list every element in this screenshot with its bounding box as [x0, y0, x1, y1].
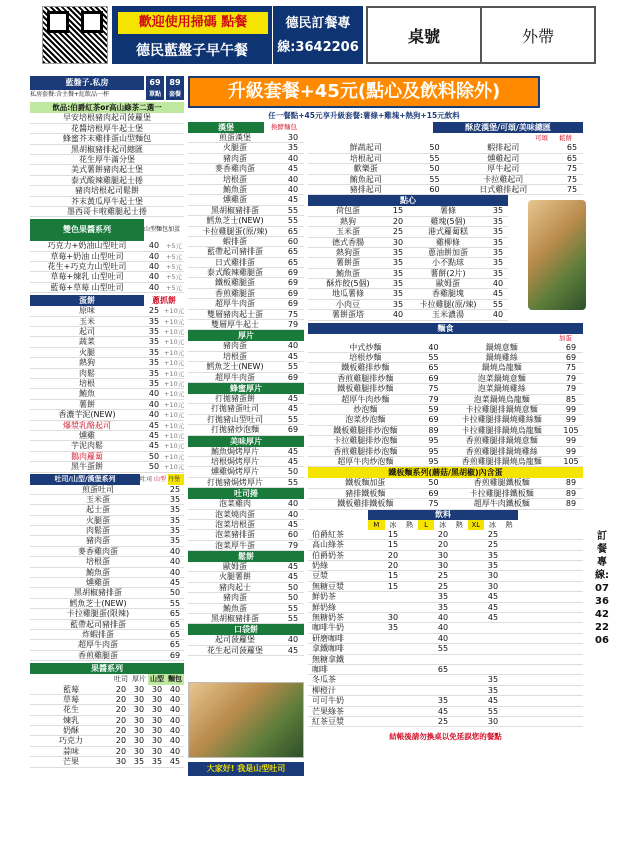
menu-row: 草莓 20 30 30 40 [30, 695, 184, 705]
drink-row: 伯爵奶茶 20 30 35 [308, 551, 583, 561]
menu-row: 鮪魚 40 +10元 [30, 389, 184, 399]
menu-row: 草莓+煉乳 山型吐司 40 +5元 [30, 272, 184, 282]
menu-row: 美式薯餅豬肉起士堡 [30, 165, 184, 175]
menu-row: 薯餅蛋 35 小不點球 35 [308, 258, 508, 268]
upgrade-note: 任一餐點+45元享升級套餐:薯條+雞塊+熱狗+15元飲料 [268, 111, 460, 120]
menu-row: 蝦排蛋 60 [188, 237, 304, 247]
menu-row: 草莓+奶油 山型吐司 40 +5元 [30, 252, 184, 262]
toast-title: 吐司/山型/漢堡系列 [30, 474, 140, 485]
menu-row: 起士蛋 35 [30, 505, 184, 515]
menu-row: 泡菜炒泡麵 69 卡拉雞腿排鍋燒雞絲麵 99 [308, 415, 583, 425]
menu-row: 藍莓 20 30 30 40 [30, 685, 184, 695]
menu-row: 日式雞排蛋 65 [188, 258, 304, 268]
menu-row: 巧克力+奶油山型吐司 40 +5元 [30, 241, 184, 251]
menu-row: 芋泥肉鬆 45 +10元 [30, 441, 184, 451]
left-column: 藍盤子.私房 69 89 私房套餐:含主餐+紅飲品一杯 單點 套餐 飲品:伯爵紅茶or高山綠茶二選一 早安培根豬肉起司菠蘿堡 花醬培根厚牛起士堡 蜂蜜芥末雞排蛋山型麵包 黑胡椒豬排起司總匯 花生厚牛滿分堡 美式薯餅豬肉起士堡 泰式酸辣雞腿起士捲 豬肉培根起司鬆餅 芥末黃瓜厚牛起士堡 墨西哥卡啦雞腿起士捲 雙色果醬系列 山型麵包 加蛋 巧克力+奶油山型吐司 40 +5元 草莓+奶油 山型吐司 40 +5元 花生+巧克力山型吐司 40 +5元 草莓+煉乳 山型吐司 40 +5元 藍莓+草莓 山型吐司 40 +5元 蛋餅 蔥抓餅 原味 25 +10元 玉米 35 +10元 起司 35 +10元 蔬菜 35 +10元 火腿 35 +10元 熱狗 35 +10元 肉鬆 35 +10元 培根 35 +10元 鮪魚 40 +10元 薯餅 40 +10元 香濃芋泥(NEW) 40 +10元 爆漿乳酪起司 45 +10元 燻雞 45 +10元 芋泥肉鬆 45 +10元 鵝肉蘿蔔 50 +10元 黑牛蛋餅 50 +10元 吐司/山型/漢堡系列 吐司 山型 丹堡 煎蛋吐司 25 玉米蛋 35 起士蛋 35 火腿蛋 35 肉鬆蛋 35 豬肉蛋 35 麥香雞肉蛋 40 培根蛋 40 鮪魚蛋 40 燻雞蛋 45 黑胡椒豬排蛋 50 鱈魚芝士(NEW) 55 卡拉雞腿蛋(限辣) 65 藍帶起司豬排蛋 65 炸蝦排蛋 65 超厚牛肉蛋 65 香煎雞腿蛋 69 果醬系列 吐司 厚片 山型 麵包 藍莓 20 30 30 40 草莓 20 30 30 40 花生 20 30 30 40 煉乳 20 30 30 40 奶酥 20 30 30 40 巧克力 20 30 30 40 蒜味 20 30 30 40 芒果 30 35 35 45 [30, 78, 185, 767]
menu-row: 鱈魚芝士(NEW) 55 [188, 362, 304, 372]
menu-row: 卡拉雞腿排炒泡麵 95 香煎雞腿排鍋燒意麵 99 [308, 436, 583, 446]
menu-row: 早安培根豬肉起司菠蘿堡 [30, 113, 184, 123]
menu-row: 芥末黃瓜厚牛起士堡 [30, 197, 184, 207]
menu-row: 煎蛋漢堡 30 [188, 133, 304, 143]
takeout-label: 外帶 [480, 8, 594, 62]
menu-row: 鮪魚焗烤厚片 45 [188, 447, 304, 457]
menu-row: 雙層厚牛起士 79 [188, 320, 304, 330]
menu-row: 火腿薯餅 45 [188, 572, 304, 582]
menu-row: 泡菜厚牛蛋 79 [188, 541, 304, 551]
menu-row: 鱈魚芝士(NEW) 55 [188, 216, 304, 226]
menu-row: 培根焗烤厚片 45 [188, 457, 304, 467]
menu-row: 燻雞 45 +10元 [30, 431, 184, 441]
menu-row: 培根蛋 40 [188, 175, 304, 185]
menu-row: 起司菠蘿堡 40 [188, 635, 304, 645]
menu-row: 肉鬆 35 +10元 [30, 369, 184, 379]
menu-row: 荷包蛋 15 薯條 35 [308, 206, 508, 216]
menu-row: 蒜味 20 30 30 40 [30, 747, 184, 757]
double-jam-title: 雙色果醬系列 [30, 219, 144, 241]
drink-row: 鮮奶茶 35 45 [308, 592, 583, 602]
menu-row: 花醬培根厚牛起士堡 [30, 124, 184, 134]
menu-row: 玉米蛋 25 港式蘿蔔糕 35 [308, 227, 508, 237]
menu-row: 玉米 35 +10元 [30, 317, 184, 327]
table-label: 桌號 [407, 26, 440, 46]
private-list [30, 113, 184, 217]
veg-title: 酥皮漢堡/可頌/美味總匯 [433, 122, 583, 133]
menu-row: 小肉豆 35 卡拉雞腿(原/辣) 55 [308, 300, 508, 310]
menu-row: 熱狗 20 雞塊(5個) 35 [308, 217, 508, 227]
menu-row: 起司 35 +10元 [30, 327, 184, 337]
menu-row: 花生+巧克力山型吐司 40 +5元 [30, 262, 184, 272]
order-hotline: 德民訂餐專 線:3642206 [273, 6, 363, 64]
menu-row: 蔬菜 35 +10元 [30, 337, 184, 347]
scan-order-title: 歡迎使用掃碼 點餐 [118, 12, 268, 34]
drink-row: 奶綠 20 30 35 [308, 561, 583, 571]
table-box [366, 6, 596, 64]
menu-row: 培根炒麵 55 鍋燒雞絲 69 [308, 353, 583, 363]
header-banner [112, 6, 272, 64]
menu-row: 鱈魚芝士(NEW) 55 [30, 599, 184, 609]
menu-row: 藍帶起司豬排蛋 65 [30, 620, 184, 630]
menu-row: 煉乳 20 30 30 40 [30, 716, 184, 726]
menu-row: 火腿 35 +10元 [30, 348, 184, 358]
menu-row: 玉米蛋 35 [30, 495, 184, 505]
menu-row: 豬肉蛋 40 [188, 341, 304, 351]
menu-row: 原味 25 +10元 [30, 306, 184, 316]
menu-row: 藍帶起司豬排蛋 65 [188, 247, 304, 257]
drink-row: 咖啡牛奶 35 40 [308, 623, 583, 633]
shop-name: 德民藍盤子早午餐 [136, 43, 248, 59]
menu-row: 芒果 30 35 35 45 [30, 757, 184, 767]
menu-row: 培根蛋 45 [188, 352, 304, 362]
drink-row: 伯爵紅茶 15 20 25 [308, 530, 583, 540]
menu-row: 鮪魚蛋 40 [188, 185, 304, 195]
menu-row: 鐵板雞腿排炒泡麵 89 卡拉雞腿排鍋燒烏龍麵 105 [308, 426, 583, 436]
menu-row: 鐵板雞排鐵板麵 75 超厚牛肉鐵板麵 89 [308, 499, 583, 509]
menu-row: 奶酥 20 30 30 40 [30, 726, 184, 736]
menu-row: 花生起司菠蘿堡 45 [188, 646, 304, 656]
drink-row: 豆漿 15 25 30 [308, 571, 583, 581]
menu-row: 薯餅蛋塔 40 玉米濃湯 40 [308, 310, 508, 320]
drink-row: 拿鐵咖啡 55 [308, 644, 583, 654]
menu-row: 雙層豬肉起士蛋 75 [188, 310, 304, 320]
food-photo [528, 200, 586, 310]
menu-row: 超厚牛肉炒泡麵 95 香煎雞腿排鍋燒烏龍麵 105 [308, 457, 583, 467]
drink-row: 冬瓜茶 35 [308, 675, 583, 685]
menu-row: 培根蛋 40 [30, 557, 184, 567]
menu-row: 香煎雞腿排炒麵 69 泡菜鍋燒意麵 79 [308, 374, 583, 384]
menu-row: 炒泡麵 59 卡拉雞腿排鍋燒意麵 99 [308, 405, 583, 415]
menu-row: 燻雞焗烤厚片 50 [188, 467, 304, 477]
menu-row: 鮮蔬起司 50 蝦排起司 65 [308, 143, 583, 153]
menu-row: 燻雞蛋 45 [188, 195, 304, 205]
menu-row: 墨西哥卡啦雞腿起士捲 [30, 207, 184, 217]
drink-row: 芒果綠茶 45 55 [308, 707, 583, 717]
menu-row: 培根 35 +10元 [30, 379, 184, 389]
menu-row: 卡拉雞腿蛋(原/辣) 65 [188, 227, 304, 237]
drink-row: 鮮奶綠 35 45 [308, 603, 583, 613]
menu-row: 熱狗蛋 35 蔥油餅加蛋 35 [308, 248, 508, 258]
menu-row: 歡樂蛋 50 厚牛起司 75 [308, 164, 583, 174]
menu-row: 黑胡椒豬排起司總匯 [30, 145, 184, 155]
menu-row: 黑胡椒豬排蛋 55 [188, 206, 304, 216]
drink-row: 咖啡 65 [308, 665, 583, 675]
jam-title: 果醬系列 [30, 663, 184, 674]
menu-row: 火腿蛋 35 [188, 143, 304, 153]
menu-row: 鮪魚蛋 55 [188, 604, 304, 614]
burger-title: 漢堡 [188, 122, 264, 133]
menu-row: 花生 20 30 30 40 [30, 705, 184, 715]
menu-row: 超厚牛肉蛋 69 [188, 373, 304, 383]
menu-row: 煎蛋吐司 25 [30, 485, 184, 495]
menu-row: 培根起司 55 燻雞起司 65 [308, 154, 583, 164]
upgrade-spacer [545, 76, 605, 108]
menu-row: 鐵板麵加蛋 50 香煎雞腿鐵板麵 89 [308, 478, 583, 488]
menu-row: 黑胡椒豬排蛋 50 [30, 588, 184, 598]
menu-row: 鮪魚蛋 35 薯餅(2片) 35 [308, 269, 508, 279]
menu-row: 鮪魚蛋 40 [30, 568, 184, 578]
egg-title: 蛋餅 [30, 295, 144, 306]
drink-title: 飲料 [368, 510, 518, 520]
drink-row: 無糖拿鐵 [308, 655, 583, 665]
qr-code[interactable] [42, 6, 108, 64]
sandwich-photo [188, 682, 304, 758]
menu-row: 超厚牛肉蛋 69 [188, 299, 304, 309]
menu-row: 泡菜培根蛋 45 [188, 520, 304, 530]
menu-row: 打拋豬蛋餅 45 [188, 394, 304, 404]
menu-row: 泡菜豬排蛋 60 [188, 530, 304, 540]
drink-row: 高山綠茶 15 20 25 [308, 540, 583, 550]
menu-row: 爆漿乳酪起司 45 +10元 [30, 421, 184, 431]
menu-row: 德式香腸 30 雞柳條 35 [308, 238, 508, 248]
menu-row: 豬肉蛋 40 [188, 154, 304, 164]
menu-row: 藍莓+草莓 山型吐司 40 +5元 [30, 283, 184, 293]
iron-title: 鐵板麵系列(蘑菇/黑胡椒)內含蛋 [308, 467, 583, 478]
private-title: 藍盤子.私房 [30, 76, 144, 90]
vertical-hotline: 訂餐專線:0736422206 [595, 531, 609, 646]
drink-note: 飲品:伯爵紅茶or高山綠茶二選一 [30, 102, 184, 113]
menu-row: 鐵板雞排炒麵 65 鍋燒烏龍麵 75 [308, 363, 583, 373]
menu-row: 香煎雞腿蛋 69 [188, 289, 304, 299]
menu-row: 歐姆蛋 45 [188, 562, 304, 572]
upgrade-banner: 升級套餐+45元(點心及飲料除外) [188, 76, 540, 108]
drink-row: 紅茶豆漿 25 30 [308, 717, 583, 727]
middle-column: 漢堡 換酵麵包 煎蛋漢堡 30 火腿蛋 35 豬肉蛋 40 麥香雞肉蛋 45 培根蛋 40 鮪魚蛋 40 燻雞蛋 45 黑胡椒豬排蛋 55 鱈魚芝士(NEW) 55 卡拉雞腿蛋(原/辣) 65 蝦排蛋 60 藍帶起司豬排蛋 65 日式雞排蛋 65 泰式酸辣雞腿蛋 69 鐵板雞腿蛋 69 香煎雞腿蛋 69 超厚牛肉蛋 69 雙層豬肉起士蛋 75 雙層厚牛起士 79 厚片 豬肉蛋 40 培根蛋 45 鱈魚芝士(NEW) 55 超厚牛肉蛋 69 蜂蜜厚片 打拋豬蛋餅 45 打拋豬蛋吐司 45 打拋豬山型吐司 55 打拋豬炒泡麵 69 美味厚片 鮪魚焗烤厚片 45 培根焗烤厚片 45 燻雞焗烤厚片 50 打拋豬焗烤厚片 55 吐司捲 泡菜雞肉 40 泡菜燒肉蛋 40 泡菜培根蛋 45 泡菜豬排蛋 60 泡菜厚牛蛋 79 鬆餅 歐姆蛋 45 火腿薯餅 45 豬肉起士 50 豬肉蛋 50 鮪魚蛋 55 黑胡椒豬排蛋 55 口袋餅 起司菠蘿堡 40 花生起司菠蘿堡 45 [188, 122, 304, 656]
menu-row: 火腿蛋 35 [30, 516, 184, 526]
menu-row: 豬排鐵板麵 69 卡拉雞腿排鐵板麵 89 [308, 489, 583, 499]
menu-row: 香煎雞腿排炒泡麵 95 香煎雞腿排鍋燒雞絲 99 [308, 447, 583, 457]
menu-row: 花生厚牛滿分堡 [30, 155, 184, 165]
snack-title: 點心 [308, 195, 508, 206]
menu-row: 薯餅 40 +10元 [30, 400, 184, 410]
menu-row: 黑牛蛋餅 50 +10元 [30, 462, 184, 472]
menu-row: 黑胡椒豬排蛋 55 [188, 614, 304, 624]
menu-row: 超厚牛肉炒麵 79 泡菜鍋燒烏龍麵 85 [308, 395, 583, 405]
menu-row: 香煎雞腿蛋 69 [30, 651, 184, 661]
menu-row: 豬肉起士 50 [188, 583, 304, 593]
menu-row: 豬肉培根起司鬆餅 [30, 186, 184, 196]
menu-row: 打拋豬蛋吐司 45 [188, 404, 304, 414]
menu-row: 豬肉蛋 50 [188, 593, 304, 603]
right-column: 酥皮漢堡/可頌/美味總匯 可頌 鬆餅 鮮蔬起司 50 蝦排起司 65 培根起司 55 燻雞起司 65 歡樂蛋 50 厚牛起司 75 鮪魚起司 55 卡拉雞起司 75 豬排起司 60 日式雞排起司 75 點心 荷包蛋 15 薯條 35 熱狗 20 雞塊(5個) 35 玉米蛋 25 港式蘿蔔糕 35 德式香腸 30 雞柳條 35 熱狗蛋 35 蔥油餅加蛋 35 薯餅蛋 35 小不點球 35 鮪魚蛋 35 薯餅(2片) 35 酥炸餃(5個) 35 歐姆蛋 40 地瓜薯條 35 香雞腿塊 45 小肉豆 35 卡拉雞腿(原/辣) 55 薯餅蛋塔 40 玉米濃湯 40 麵食 加蛋 中式炒麵 40 鍋燒意麵 69 培根炒麵 55 鍋燒雞絲 69 鐵板雞排炒麵 65 鍋燒烏龍麵 75 香煎雞腿排炒麵 69 泡菜鍋燒意麵 79 鐵板雞腿排炒麵 75 泡菜鍋燒雞絲 79 超厚牛肉炒麵 79 泡菜鍋燒烏龍麵 85 炒泡麵 59 卡拉雞腿排鍋燒意麵 99 泡菜炒泡麵 69 卡拉雞腿排鍋燒雞絲麵 99 鐵板雞腿排炒泡麵 89 卡拉雞腿排鍋燒烏龍麵 105 卡拉雞腿排炒泡麵 95 香煎雞腿排鍋燒意麵 99 香煎雞腿排炒泡麵 95 香煎雞腿排鍋燒雞絲 99 超厚牛肉炒泡麵 95 香煎雞腿排鍋燒烏龍麵 105 鐵板麵系列(蘑菇/黑胡椒)內含蛋 鐵板麵加蛋 50 香煎雞腿鐵板麵 89 豬排鐵板麵 69 卡拉雞腿排鐵板麵 89 鐵板雞排鐵板麵 75 超厚牛肉鐵板麵 89 飲料 M 冰 熱 L 冰 熱 XL 冰 熱 伯爵紅茶 15 20 25 高山綠茶 15 20 25 伯爵奶茶 20 30 35 奶綠 20 30 35 豆漿 15 25 30 無糖豆漿 15 25 30 鮮奶茶 35 45 鮮奶綠 35 45 無糖奶茶 30 40 45 咖啡牛奶 35 40 研磨咖啡 40 拿鐵咖啡 55 無糖拿鐵 咖啡 65 冬瓜茶 35 柳橙汁 35 可可牛奶 35 45 芒果綠茶 45 55 紅茶豆漿 25 30 結帳後請勿換桌以免延誤您的餐點 [308, 122, 583, 742]
menu-row: 巧克力 20 30 30 40 [30, 736, 184, 746]
drink-row: 柳橙汁 35 [308, 686, 583, 696]
menu-row: 麥香雞肉蛋 40 [30, 547, 184, 557]
menu-row: 泡菜燒肉蛋 40 [188, 510, 304, 520]
footer-note: 結帳後請勿換桌以免延誤您的餐點 [389, 732, 502, 742]
menu-row: 蜂蜜芥末雞排蛋山型麵包 [30, 134, 184, 144]
menu-row: 鐵板雞腿排炒麵 75 泡菜鍋燒雞絲 79 [308, 384, 583, 394]
drink-row: 可可牛奶 35 45 [308, 696, 583, 706]
menu-row: 打拋豬焗烤厚片 55 [188, 478, 304, 488]
menu-row: 打拋豬炒泡麵 69 [188, 425, 304, 435]
menu-row: 燻雞蛋 45 [30, 578, 184, 588]
drink-row: 研磨咖啡 40 [308, 634, 583, 644]
menu-row: 泰式酸辣雞腿起士捲 [30, 176, 184, 186]
menu-row: 超厚牛肉蛋 65 [30, 640, 184, 650]
menu-row: 酥炸餃(5個) 35 歐姆蛋 40 [308, 279, 508, 289]
menu-row: 鵝肉蘿蔔 50 +10元 [30, 452, 184, 462]
menu-row: 打拋豬山型吐司 55 [188, 415, 304, 425]
menu-row: 地瓜薯條 35 香雞腿塊 45 [308, 289, 508, 299]
menu-row: 中式炒麵 40 鍋燒意麵 69 [308, 343, 583, 353]
noodle-title: 麵食 [308, 323, 583, 334]
menu-row: 卡拉雞腿蛋(限辣) 65 [30, 609, 184, 619]
menu-row: 香濃芋泥(NEW) 40 +10元 [30, 410, 184, 420]
menu-row: 肉鬆蛋 35 [30, 526, 184, 536]
menu-row: 鮪魚起司 55 卡拉雞起司 75 [308, 175, 583, 185]
photo-caption: 大家好! 我是山型吐司 [188, 762, 304, 776]
drink-row: 無糖奶茶 30 40 45 [308, 613, 583, 623]
drink-row: 無糖豆漿 15 25 30 [308, 582, 583, 592]
menu-row: 麥香雞肉蛋 45 [188, 164, 304, 174]
menu-row: 豬排起司 60 日式雞排起司 75 [308, 185, 583, 195]
menu-row: 泡菜雞肉 40 [188, 499, 304, 509]
menu-row: 熱狗 35 +10元 [30, 358, 184, 368]
menu-row: 炸蝦排蛋 65 [30, 630, 184, 640]
menu-row: 泰式酸辣雞腿蛋 69 [188, 268, 304, 278]
menu-row: 豬肉蛋 35 [30, 536, 184, 546]
menu-row: 鐵板雞腿蛋 69 [188, 278, 304, 288]
